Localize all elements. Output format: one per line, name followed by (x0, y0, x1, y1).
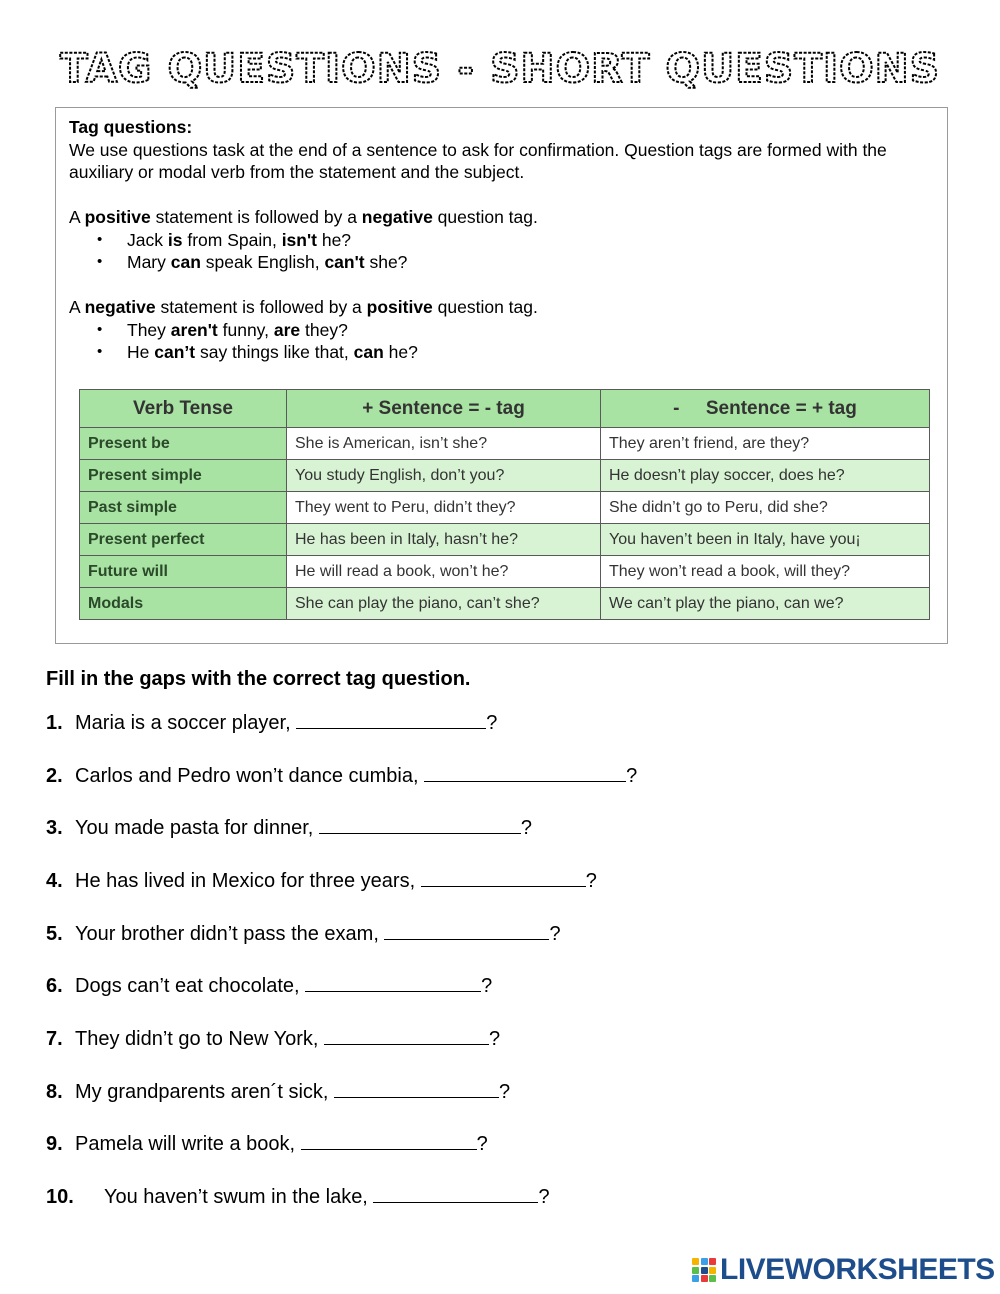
negative-example-cell: He doesn’t play soccer, does he? (601, 460, 930, 492)
answer-blank[interactable] (319, 816, 521, 834)
exercise-instruction: Fill in the gaps with the correct tag question. (46, 668, 471, 690)
answer-blank[interactable] (305, 974, 481, 992)
answer-blank[interactable] (384, 922, 549, 940)
table-row (80, 588, 930, 620)
question-9: 9. Pamela will write a book, ? (46, 1133, 488, 1155)
negative-example-cell: They won’t read a book, will they? (601, 556, 930, 588)
negative-example-cell: She didn’t go to Peru, did she? (601, 492, 930, 524)
logo-wordmark: LIVEWORKSHEETS (720, 1253, 995, 1286)
worksheet-title (0, 40, 1000, 100)
answer-blank[interactable] (324, 1027, 489, 1045)
question-1: 1. Maria is a soccer player, ? (46, 712, 498, 734)
question-6: 6. Dogs can’t eat chocolate, ? (46, 975, 493, 997)
table-row (80, 524, 930, 556)
table-row (80, 492, 930, 524)
positive-example-cell: She is American, isn’t she? (287, 428, 601, 460)
positive-example-cell: You study English, don’t you? (287, 460, 601, 492)
question-7: 7. They didn’t go to New York, ? (46, 1028, 501, 1050)
verb-tense-cell: Present perfect (80, 524, 287, 556)
table-row (80, 556, 930, 588)
verb-tense-cell: Modals (80, 588, 287, 620)
negative-rule: A negative statement is followed by a positive question tag. (69, 297, 538, 317)
column-header: - Sentence = + tag (601, 390, 930, 428)
list-item: • He can’t say things like that, can he? (127, 341, 929, 364)
answer-blank[interactable] (421, 869, 586, 887)
positive-examples (69, 229, 929, 274)
table-header-row (80, 390, 930, 428)
answer-blank[interactable] (424, 764, 626, 782)
tag-question-table (79, 389, 930, 620)
column-header: Verb Tense (80, 390, 287, 428)
list-item: • Jack is from Spain, isn't he? (127, 229, 929, 252)
negative-example-cell: You haven’t been in Italy, have you¡ (601, 524, 930, 556)
positive-example-cell: He will read a book, won’t he? (287, 556, 601, 588)
column-header: + Sentence = - tag (287, 390, 601, 428)
positive-example-cell: He has been in Italy, hasn’t he? (287, 524, 601, 556)
verb-tense-cell: Present simple (80, 460, 287, 492)
question-3: 3. You made pasta for dinner, ? (46, 817, 533, 839)
question-8: 8. My grandparents aren´t sick, ? (46, 1081, 511, 1103)
question-10: 10. You haven’t swum in the lake, ? (46, 1186, 550, 1208)
intro-text (69, 116, 929, 364)
verb-tense-cell: Present be (80, 428, 287, 460)
intro-definition: We use questions task at the end of a sentence to ask for confirmation. Question tags are formed with the auxiliary or modal verb from the statement and the subject. (69, 139, 887, 182)
question-4: 4. He has lived in Mexico for three years, ? (46, 870, 597, 892)
positive-example-cell: They went to Peru, didn’t they? (287, 492, 601, 524)
positive-rule: A positive statement is followed by a negative question tag. (69, 207, 538, 227)
verb-tense-cell: Future will (80, 556, 287, 588)
table-row (80, 428, 930, 460)
explanation-box (55, 107, 948, 644)
negative-example-cell: We can’t play the piano, can we? (601, 588, 930, 620)
negative-example-cell: They aren’t friend, are they? (601, 428, 930, 460)
positive-example-cell: She can play the piano, can’t she? (287, 588, 601, 620)
table-row (80, 460, 930, 492)
question-5: 5. Your brother didn’t pass the exam, ? (46, 923, 561, 945)
negative-examples (69, 319, 929, 364)
answer-blank[interactable] (334, 1080, 499, 1098)
intro-heading: Tag questions: (69, 117, 193, 137)
verb-tense-cell: Past simple (80, 492, 287, 524)
answer-blank[interactable] (373, 1185, 538, 1203)
question-2: 2. Carlos and Pedro won’t dance cumbia, ? (46, 765, 638, 787)
logo-grid-icon (692, 1258, 716, 1282)
liveworksheets-logo (692, 1253, 995, 1287)
list-item: • They aren't funny, are they? (127, 319, 929, 342)
list-item: • Mary can speak English, can't she? (127, 251, 929, 274)
answer-blank[interactable] (301, 1132, 477, 1150)
svg-text:TAG QUESTIONS - SHORT QUESTION: TAG QUESTIONS - SHORT QUESTIONS (60, 46, 941, 92)
answer-blank[interactable] (296, 711, 486, 729)
